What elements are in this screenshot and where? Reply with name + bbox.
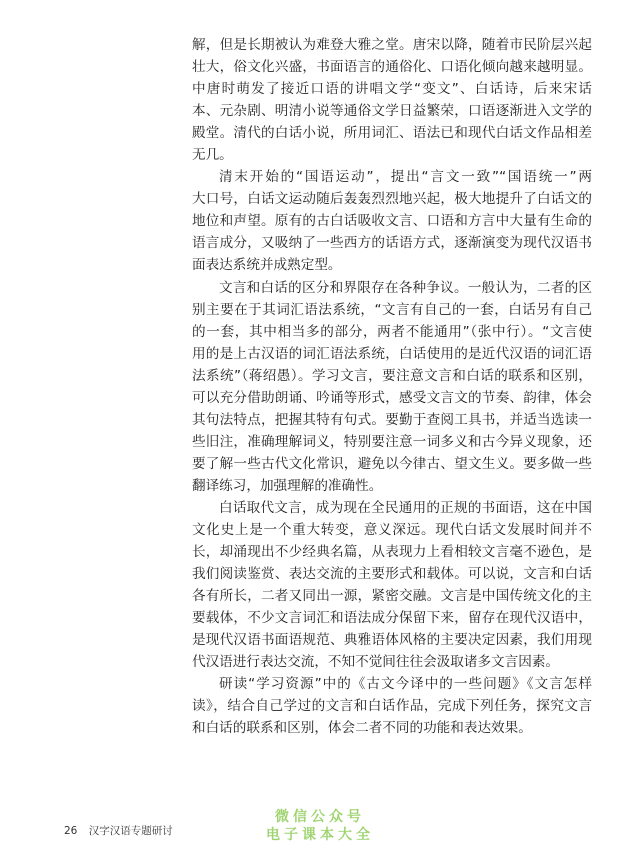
text-line: 法系统”（蒋绍愚）。学习文言，要注意文言和白话的联系和区别， xyxy=(192,367,592,384)
watermark-line-1: 微信公众号 xyxy=(275,809,365,825)
text-line: 语言成分，又吸纳了一些西方的话语方式，逐渐演变为现代汉语书 xyxy=(192,235,592,252)
text-line: 殿堂。清代的白话小说，所用词汇、语法已和现代白话文作品相差 xyxy=(192,125,592,142)
paragraph xyxy=(192,673,592,739)
text-line: 和白话的联系和区别，体会二者不同的功能和表达效果。 xyxy=(192,720,532,737)
text-line: 长，却涌现出不少经典名篇，从表现力上看相较文言毫不逊色，是 xyxy=(192,544,592,561)
text-line: 大口号，白话文运动随后轰轰烈烈地兴起，极大地提升了白话文的 xyxy=(192,191,592,208)
text-line: 文化史上是一个重大转变，意义深远。现代白话文发展时间并不 xyxy=(192,522,592,539)
paragraph xyxy=(192,166,592,276)
paragraph xyxy=(192,497,592,673)
text-line: 面表达系统并成熟定型。 xyxy=(192,257,342,274)
text-line: 是现代汉语书面语规范、典雅语体风格的主要决定因素，我们用现 xyxy=(192,632,592,649)
watermark-line-2: 电子课本大全 xyxy=(266,827,374,843)
text-line: 别主要在于其词汇语法系统，“文言有自己的一套，白话另有自己 xyxy=(192,301,592,318)
text-line: 的一套，其中相当多的部分，两者不能通用”（张中行）。“文言使 xyxy=(192,323,592,340)
text-line: 中唐时萌发了接近口语的讲唱文学“变文”、白话诗，后来宋话 xyxy=(192,81,592,98)
page-footer xyxy=(64,823,173,838)
text-line: 无几。 xyxy=(192,147,233,164)
text-line: 清末开始的“国语运动”，提出“言文一致”“国语统一”两 xyxy=(219,169,592,186)
text-line: 各有所长，二者又同出一源，紧密交融。文言是中国传统文化的主 xyxy=(192,588,592,605)
page-number: 26 xyxy=(64,825,78,837)
text-line: 要载体，不少文言词汇和语法成分保留下来，留存在现代汉语中， xyxy=(192,610,592,627)
text-line: 可以充分借助朗诵、吟诵等形式，感受文言文的节奏、韵律，体会 xyxy=(192,389,592,406)
book-title: 汉字汉语专题研讨 xyxy=(88,825,173,837)
text-line: 翻译练习，加强理解的准确性。 xyxy=(192,477,383,494)
text-line: 文言和白话的区分和界限存在各种争议。一般认为，二者的区 xyxy=(219,279,592,296)
text-line: 解，但是长期被认为难登大雅之堂。唐宋以降，随着市民阶层兴起 xyxy=(192,37,592,53)
paragraph xyxy=(192,277,592,497)
text-line: 研读“学习资源”中的《古文今译中的一些问题》《文言怎样 xyxy=(219,676,592,693)
text-line: 白话取代文言，成为现在全民通用的正规的书面语，这在中国 xyxy=(219,499,592,516)
text-line: 要了解一些古代文化常识，避免以今律古、望文生义。要多做一些 xyxy=(192,455,592,472)
watermark xyxy=(245,808,395,844)
body-text xyxy=(192,34,592,740)
text-line: 本、元杂剧、明清小说等通俗文学日益繁荣，口语逐渐进入文学的 xyxy=(192,103,592,120)
text-line: 读》，结合自己学过的文言和白话作品，完成下列任务，探究文言 xyxy=(192,698,592,715)
text-line: 壮大，俗文化兴盛，书面语言的通俗化、口语化倾向越来越明显。 xyxy=(192,59,592,76)
text-line: 其句法特点，把握其特有句式。要勤于查阅工具书，并适当选读一 xyxy=(192,411,592,428)
text-line: 用的是上古汉语的词汇语法系统，白话使用的是近代汉语的词汇语 xyxy=(192,345,592,362)
text-line: 我们阅读鉴赏、表达交流的主要形式和载体。可以说，文言和白话 xyxy=(192,566,592,583)
text-line: 代汉语进行表达交流，不知不觉间往往会汲取诸多文言因素。 xyxy=(192,654,560,671)
paragraph xyxy=(192,34,592,166)
text-line: 些旧注，准确理解词义，特别要注意一词多义和古今异义现象，还 xyxy=(192,433,592,450)
text-line: 地位和声望。原有的古白话吸收文言、口语和方言中大量有生命的 xyxy=(192,213,592,230)
